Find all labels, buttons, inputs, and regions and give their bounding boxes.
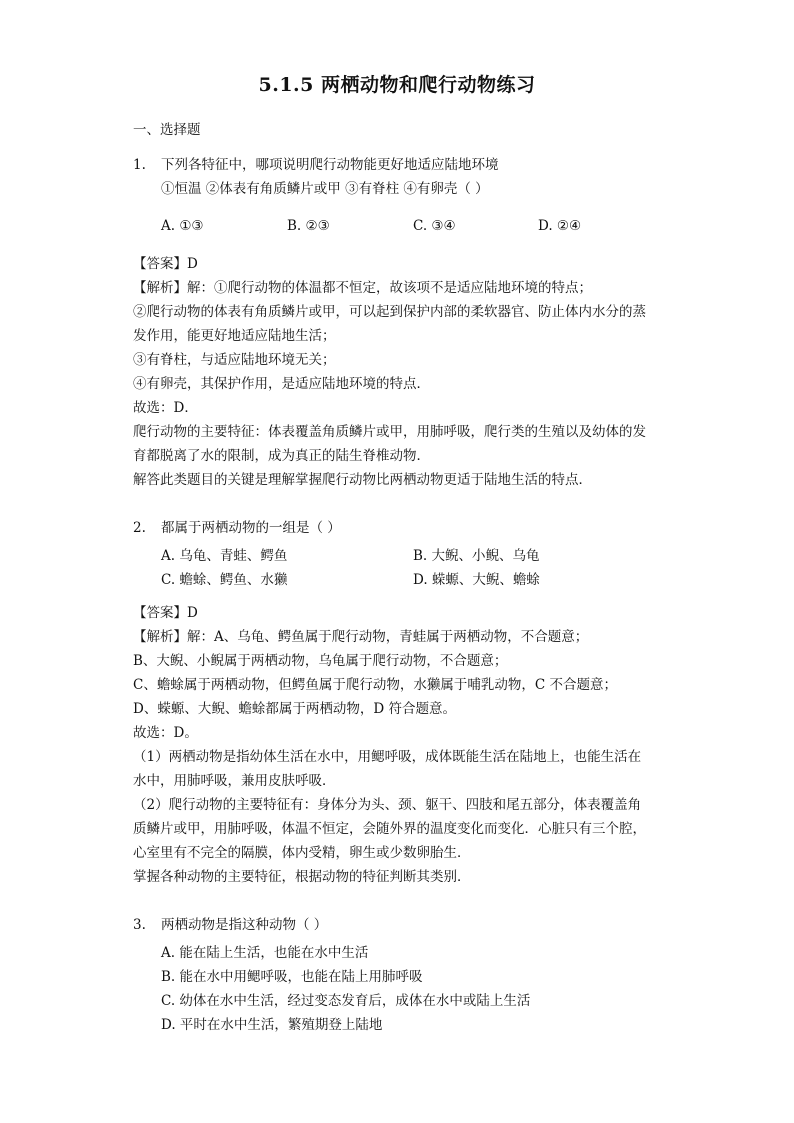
- q2-analysis-line: （2）爬行动物的主要特征有：身体分为头、颈、躯干、四肢和尾五部分，体表覆盖角: [133, 797, 642, 813]
- q3-option-a: A. 能在陆上生活，也能在水中生活: [161, 945, 369, 961]
- q1-number: 1.: [133, 157, 146, 173]
- q1-analysis-line: 故选：D．: [133, 400, 198, 416]
- q2-analysis-line: C、蟾蜍属于两栖动物，但鳄鱼属于爬行动物，水獭属于哺乳动物，C 不合题意；: [133, 677, 617, 693]
- q1-answer: 【答案】D: [133, 256, 198, 272]
- q2-analysis-line: 水中，用肺呼吸，兼用皮肤呼吸．: [133, 773, 336, 789]
- q2-analysis-line: 质鳞片或甲，用肺呼吸，体温不恒定，会随外界的温度变化而变化．心脏只有三个腔，: [133, 821, 646, 837]
- q1-analysis-line: ③有脊柱，与适应陆地环境无关；: [133, 352, 336, 368]
- q1-stem-line1: 下列各特征中，哪项说明爬行动物能更好地适应陆地环境: [161, 157, 499, 173]
- q2-analysis-line: 故选：D。: [133, 725, 198, 741]
- q2-analysis-line: （1）两栖动物是指幼体生活在水中，用鳃呼吸，成体既能生活在陆地上，也能生活在: [133, 749, 642, 765]
- q1-analysis-line: ②爬行动物的体表有角质鳞片或甲，可以起到保护内部的柔软器官、防止体内水分的蒸: [133, 304, 646, 320]
- q3-stem: 两栖动物是指这种动物（ ）: [161, 917, 328, 933]
- q2-option-b: B. 大鲵、小鲵、乌龟: [413, 548, 540, 564]
- q1-analysis-line: 【解析】解：①爬行动物的体温都不恒定，故该项不是适应陆地环境的特点；: [133, 280, 592, 296]
- q1-stem-line2: ①恒温 ②体表有角质鳞片或甲 ③有脊柱 ④有卵壳（ ）: [161, 181, 489, 197]
- q2-analysis-line: 【解析】解：A、乌龟、鳄鱼属于爬行动物，青蛙属于两栖动物，不合题意；: [133, 629, 589, 645]
- page-title: 5.1.5 两栖动物和爬行动物练习: [258, 74, 536, 96]
- q1-analysis-line: 育都脱离了水的限制，成为真正的陆生脊椎动物．: [133, 448, 430, 464]
- q3-option-d: D. 平时在水中生活，繁殖期登上陆地: [161, 1017, 383, 1033]
- q2-option-a: A. 乌龟、青蛙、鳄鱼: [161, 548, 288, 564]
- q1-analysis-line: 解答此类题目的关键是理解掌握爬行动物比两栖动物更适于陆地生活的特点．: [133, 472, 592, 488]
- q2-analysis-line: 心室里有不完全的隔膜，体内受精，卵生或少数卵胎生．: [133, 845, 471, 861]
- q2-analysis-line: B、大鲵、小鲵属于两栖动物，乌龟属于爬行动物，不合题意；: [133, 653, 508, 669]
- q1-analysis-line: 爬行动物的主要特征：体表覆盖角质鳞片或甲，用肺呼吸，爬行类的生殖以及幼体的发: [133, 424, 646, 440]
- q2-analysis-line: D、蝾螈、大鲵、蟾蜍都属于两栖动物，D 符合题意。: [133, 701, 456, 717]
- q2-analysis-line: 掌握各种动物的主要特征，根据动物的特征判断其类别．: [133, 869, 471, 885]
- q2-stem: 都属于两栖动物的一组是（ ）: [161, 520, 341, 536]
- q2-option-d: D. 蝾螈、大鲵、蟾蜍: [413, 572, 540, 588]
- q1-option-d: D. ②④: [538, 218, 582, 234]
- q1-option-b: B. ②③: [287, 218, 330, 234]
- q1-analysis-line: 发作用，能更好地适应陆地生活；: [133, 328, 336, 344]
- q3-option-c: C. 幼体在水中生活，经过变态发育后，成体在水中或陆上生活: [161, 993, 531, 1009]
- q1-option-a: A. ①③: [161, 218, 204, 234]
- q2-answer: 【答案】D: [133, 605, 198, 621]
- q1-option-c: C. ③④: [413, 218, 456, 234]
- q3-number: 3.: [133, 917, 146, 933]
- section-heading: 一、选择题: [133, 122, 201, 138]
- q2-option-c: C. 蟾蜍、鳄鱼、水獭: [161, 572, 288, 588]
- q3-option-b: B. 能在水中用鳃呼吸，也能在陆上用肺呼吸: [161, 969, 423, 985]
- q2-number: 2.: [133, 520, 146, 536]
- q1-analysis-line: ④有卵壳，其保护作用，是适应陆地环境的特点．: [133, 376, 430, 392]
